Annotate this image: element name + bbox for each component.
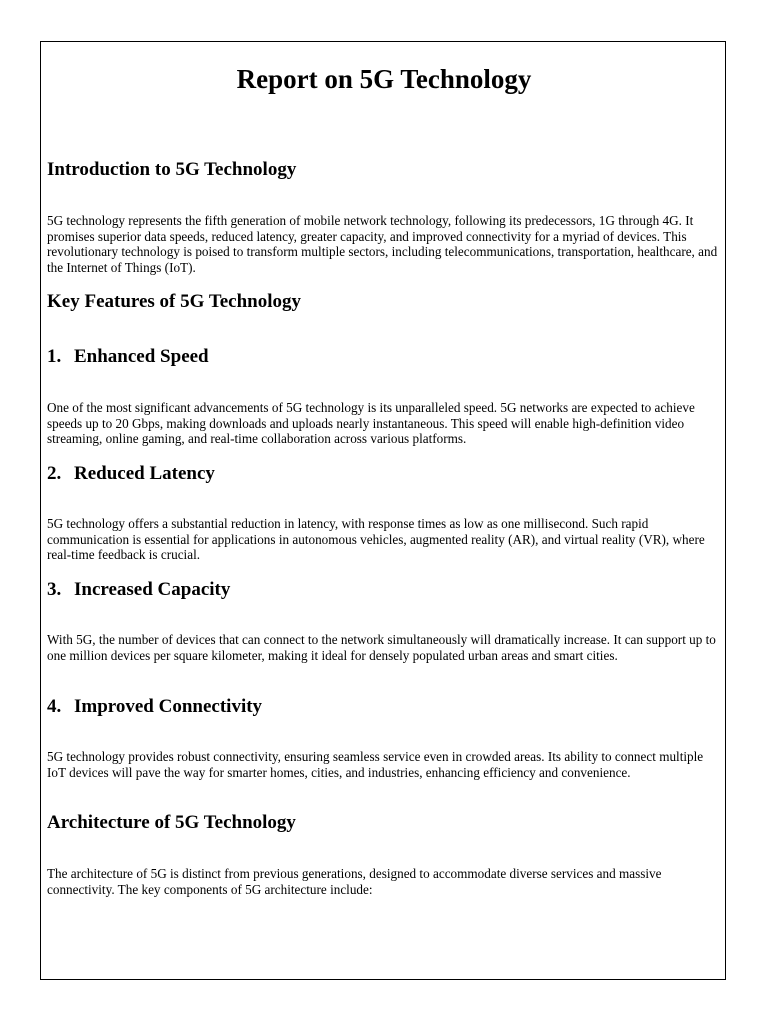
subsection-heading-reduced-latency [47,462,215,486]
document-title: Report on 5G Technology [236,64,532,94]
paragraph-architecture: The architecture of 5G is distinct from previous generations, designed to accommodate diverse services and massive connectivity. The key components of 5G architecture include: [47,866,662,897]
list-number: 3. [47,579,62,600]
section-heading-key-features: Key Features of 5G Technology [47,291,302,312]
section-heading-introduction: Introduction to 5G Technology [47,159,297,180]
section-heading-architecture: Architecture of 5G Technology [47,812,296,833]
subsection-title: Reduced Latency [74,463,215,484]
paragraph-introduction: 5G technology represents the fifth generation of mobile network technology, following its predecessors, 1G through 4G. It promises superior data speeds, reduced latency, greater capacity, and improved connectivity for a myriad of devices. This revolutionary technology is poised to transform multiple sectors, including telecommunications, transportation, healthcare, and the Internet of Things (IoT). [47,213,718,275]
subsection-heading-improved-connectivity [47,695,262,719]
paragraph-improved-connectivity: 5G technology provides robust connectivity, ensuring seamless service even in crowded areas. Its ability to connect multiple IoT devices will pave the way for smarter homes, cities, and industries, enhancing efficiency and convenience. [47,749,704,780]
paragraph-increased-capacity: With 5G, the number of devices that can connect to the network simultaneously will dramatically increase. It can support up to one million devices per square kilometer, making it ideal for densely populated urban areas and smart cities. [47,632,716,663]
subsection-heading-increased-capacity [47,578,230,602]
subsection-title: Improved Connectivity [74,696,263,717]
list-number: 2. [47,463,62,484]
subsection-title: Enhanced Speed [74,346,209,367]
subsection-title: Increased Capacity [74,579,231,600]
list-number: 1. [47,346,62,367]
subsection-heading-enhanced-speed [47,345,209,369]
paragraph-enhanced-speed: One of the most significant advancements of 5G technology is its unparalleled speed. 5G networks are expected to achieve speeds up to 20 Gbps, making downloads and uploads nearly instantaneous. This speed will enable high-definition video streaming, online gaming, and real-time collaboration across various platforms. [47,400,695,447]
list-number: 4. [47,696,62,717]
paragraph-reduced-latency: 5G technology offers a substantial reduction in latency, with response times as low as one millisecond. Such rapid communication is essential for applications in autonomous vehicles, augmented reality (AR), and virtual reality (VR), where real-time feedback is crucial. [47,516,705,563]
